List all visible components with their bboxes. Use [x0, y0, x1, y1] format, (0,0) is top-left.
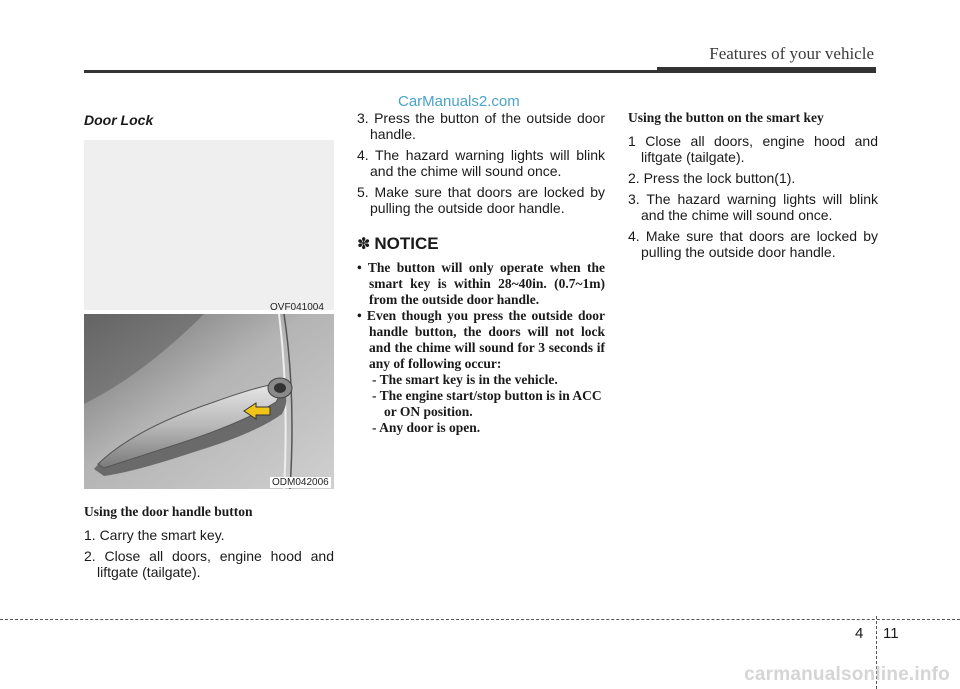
step-item: 2. Press the lock button(1). [628, 170, 796, 186]
notice-sub-item: - Any door is open. [372, 420, 481, 435]
chapter-number: 4 [855, 625, 864, 642]
notice-sub-item: - The smart key is in the vehicle. [372, 372, 558, 387]
left-column [84, 110, 334, 128]
notice-heading [357, 234, 605, 254]
asterisk-icon: ✽ [357, 236, 371, 253]
step-item: 1 Close all doors, engine hood and liftgate (tailgate). [628, 133, 878, 165]
left-lower-text [84, 504, 334, 585]
section-title: Door Lock [84, 112, 154, 128]
door-handle-photo [84, 314, 334, 489]
step-item: 1. Carry the smart key. [84, 527, 225, 543]
step-item: 3. Press the button of the outside door handle. [357, 110, 605, 142]
figure-top-placeholder [84, 140, 334, 310]
notice-bullet: • The button will only operate when the smart key is within 28~40in. (0.7~1m) from the outside door handle. [357, 260, 605, 307]
step-item: 4. The hazard warning lights will blink and the chime will sound once. [357, 147, 605, 179]
header-rule [84, 70, 657, 73]
notice-title: NOTICE [374, 234, 439, 253]
watermark-bottom: carmanualsonline.info [744, 664, 950, 685]
figure-top-code: OVF041004 [270, 302, 324, 313]
step-item: 2. Close all doors, engine hood and liftgate (tailgate). [84, 548, 334, 580]
header-title: Features of your vehicle [709, 44, 874, 63]
subhead-smart-key: Using the button on the smart key [628, 110, 824, 125]
watermark-top: CarManuals2.com [398, 93, 520, 110]
right-column [628, 110, 878, 265]
page-number: 11 [883, 625, 899, 642]
figure-main-code: ODM042006 [272, 477, 329, 488]
middle-column [357, 110, 605, 436]
step-item: 5. Make sure that doors are locked by pulling the outside door handle. [357, 184, 605, 216]
step-item: 4. Make sure that doors are locked by pulling the outside door handle. [628, 228, 878, 260]
footer-rule [0, 619, 960, 620]
header-rule-accent [657, 67, 876, 73]
subhead-door-handle: Using the door handle button [84, 504, 253, 519]
notice-bullet: • Even though you press the outside door handle button, the doors will not lock and the chime will sound for 3 seconds if any of following occur: [357, 308, 605, 371]
step-item: 3. The hazard warning lights will blink and the chime will sound once. [628, 191, 878, 223]
notice-sub-item: - The engine start/stop button is in ACC or ON position. [372, 388, 602, 419]
